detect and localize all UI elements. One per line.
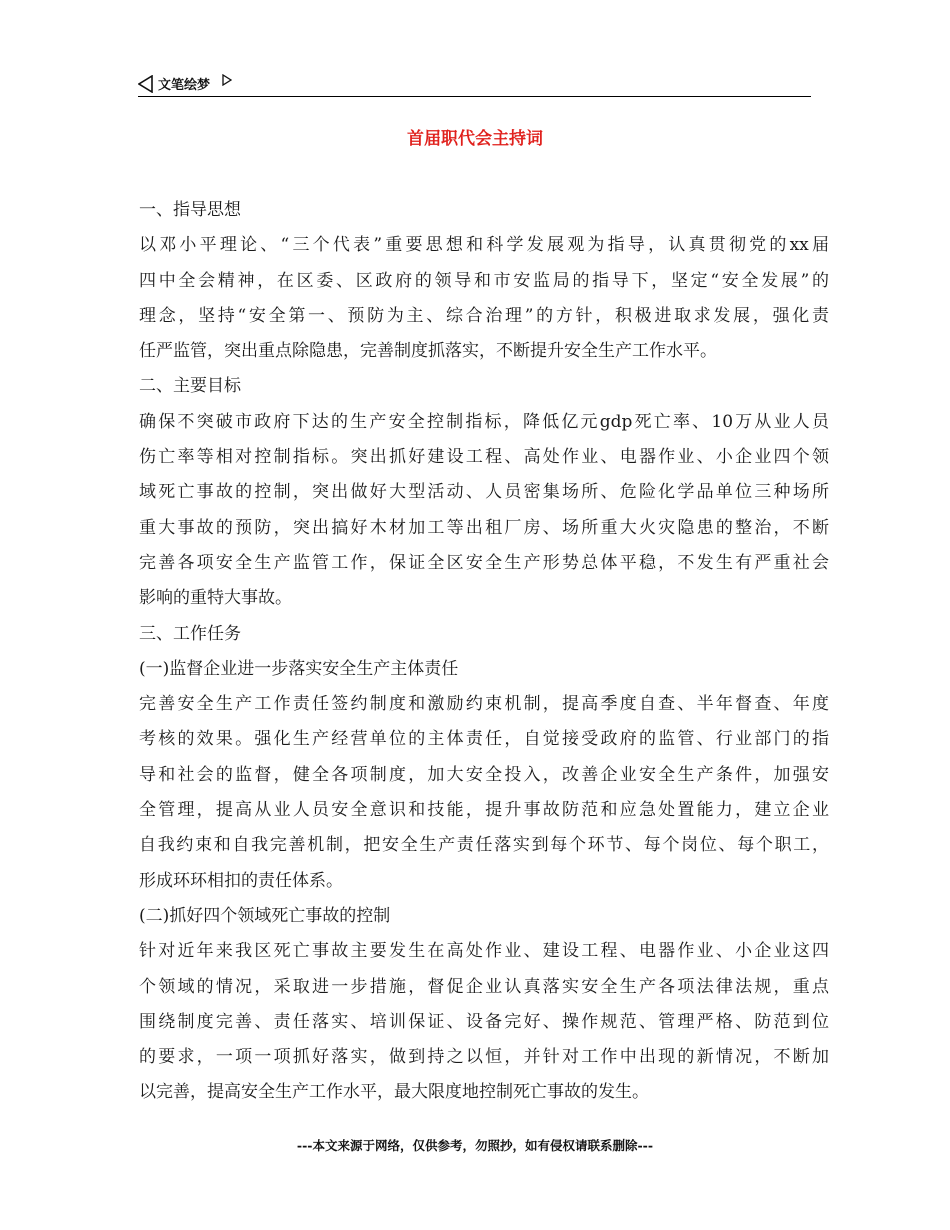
body-line: 完善各项安全生产监管工作，保证全区安全生产形势总体平稳，不发生有严重社会: [139, 552, 829, 573]
triangle-left-icon: [138, 75, 154, 93]
body-line: 理念，坚持“安全第一、预防为主、综合治理”的方针，积极进取求发展，强化责: [139, 305, 829, 326]
body-line: 域死亡事故的控制，突出做好大型活动、人员密集场所、危险化学品单位三种场所: [139, 482, 829, 503]
body-line: 考核的效果。强化生产经营单位的主体责任，自觉接受政府的监管、行业部门的指: [139, 729, 829, 750]
body-line: 完善安全生产工作责任签约制度和激励约束机制，提高季度自查、半年督查、年度: [139, 694, 829, 715]
body-line: 形成环环相扣的责任体系。: [139, 870, 343, 891]
page-footer: ---本文来源于网络，仅供参考，勿照抄，如有侵权请联系删除---: [296, 1138, 654, 1153]
body-line: 针对近年来我区死亡事故主要发生在高处作业、建设工程、电器作业、小企业这四: [139, 941, 829, 962]
body-line: 以邓小平理论、“三个代表”重要思想和科学发展观为指导，认真贯彻党的xx届: [139, 235, 829, 256]
body-line: 影响的重特大事故。: [139, 588, 292, 609]
body-line: 四中全会精神，在区委、区政府的领导和市安监局的指导下，坚定“安全发展”的: [139, 270, 829, 291]
body-line: 自我约束和自我完善机制，把安全生产责任落实到每个环节、每个岗位、每个职工，: [139, 835, 829, 856]
body-line: 的要求，一项一项抓好落实，做到持之以恒，并针对工作中出现的新情况，不断加: [139, 1047, 829, 1068]
subsection-heading: (二)抓好四个领域死亡事故的控制: [139, 905, 391, 926]
body-line: 以完善，提高安全生产工作水平，最大限度地控制死亡事故的发生。: [139, 1082, 649, 1103]
document-title: 首届职代会主持词: [407, 129, 543, 149]
body-line: 个领域的情况，采取进一步措施，督促企业认真落实安全生产各项法律法规，重点: [139, 976, 829, 997]
body-line: 确保不突破市政府下达的生产安全控制指标，降低亿元gdp死亡率、10万从业人员: [139, 411, 829, 432]
section-heading: 三、工作任务: [139, 623, 241, 644]
header-brand: 文笔绘梦: [158, 78, 211, 93]
body-line: 导和社会的监督，健全各项制度，加大安全投入，改善企业安全生产条件，加强安: [139, 764, 829, 785]
subsection-heading: (一)监督企业进一步落实安全生产主体责任: [139, 658, 459, 679]
body-line: 重大事故的预防，突出搞好木材加工等出租厂房、场所重大火灾隐患的整治，不断: [139, 517, 829, 538]
document-body: [139, 193, 829, 1111]
triangle-right-icon: [222, 74, 232, 86]
section-heading: 一、指导思想: [139, 200, 241, 220]
body-line: 全管理，提高从业人员安全意识和技能，提升事故防范和应急处置能力，建立企业: [139, 800, 829, 821]
body-line: 伤亡率等相对控制指标。突出抓好建设工程、高处作业、电器作业、小企业四个领: [139, 447, 829, 468]
page-header: [138, 72, 811, 97]
body-line: 任严监管，突出重点除隐患，完善制度抓落实，不断提升安全生产工作水平。: [139, 341, 717, 362]
section-heading: 二、主要目标: [139, 376, 241, 397]
body-line: 围绕制度完善、责任落实、培训保证、设备完好、操作规范、管理严格、防范到位: [139, 1011, 829, 1032]
